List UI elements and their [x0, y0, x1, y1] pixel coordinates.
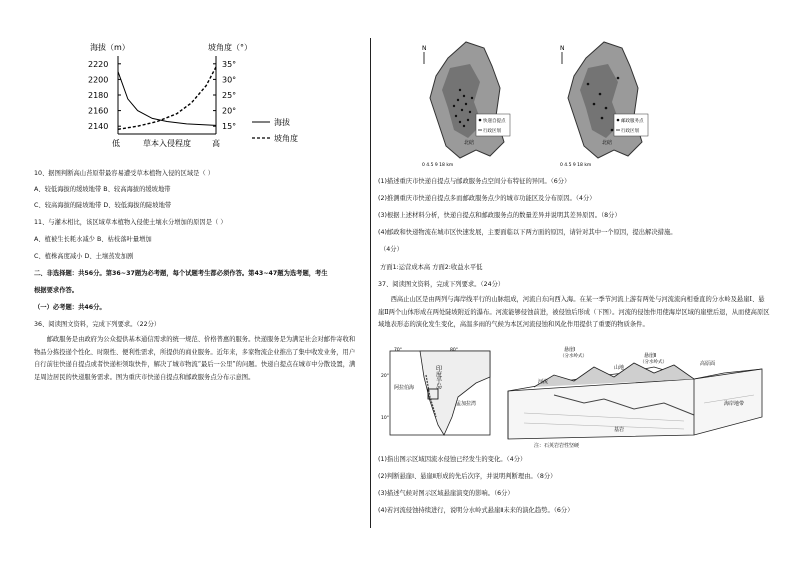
map-express-points — [420, 38, 512, 168]
q10-options-ab: A、较低海拔的缓坡地带 B、较高海拔的缓坡地带 — [34, 186, 171, 193]
y-right-tick-label: 30° — [222, 75, 237, 85]
y-left-tick-label: 2140 — [88, 122, 109, 132]
river-label: 河流 — [538, 379, 549, 385]
map1-legend-districts: 行政区划 — [483, 129, 501, 134]
q36-4-score: （4分） — [380, 246, 403, 253]
y-right-tick-label: 25° — [222, 91, 237, 100]
q37-stem: 37、阅读图文资料，完成下列要求。（24分） — [378, 281, 505, 288]
y-right-tick-label: 20° — [222, 106, 237, 116]
q36-1: (1)描述重庆市快递自提点与邮政服务点空间分布特征的异同。（6分） — [378, 178, 571, 185]
cliff1-label: 悬崖Ⅰ — [564, 347, 576, 353]
north-arrow-icon: N — [422, 45, 427, 52]
arabian-sea-label: 阿拉伯海 — [394, 385, 415, 391]
lat-label: 20° — [381, 374, 389, 379]
y-left-tick-label: 2200 — [88, 75, 109, 85]
block-diagram — [494, 343, 766, 453]
required-heading: （一）必考题：共46分。 — [34, 304, 106, 311]
y-right-tick-label: 15° — [222, 122, 237, 132]
q37-4: (4)若河流侵蚀持续进行，说明分水岭式悬崖Ⅱ未来的演化趋势。（6分） — [378, 507, 574, 514]
q11-options-cd: C、植株高度减小 D、土壤蒸发加剧 — [34, 253, 134, 260]
q37-3: (3)描述气候对图示区域悬崖演变的影响。（6分） — [378, 490, 514, 497]
x-axis-title: 草本入侵程度 — [143, 139, 191, 148]
q37-material: 西高止山区是由两列与海岸线平行的山脉组成，河流自东向西入海。在某一季节河流上游有两处与河流流向相垂直的分水岭及悬崖Ⅰ、悬崖Ⅱ两个山体形成在两处陡坡附近的瀑布。河流能够侵蚀前进，被侵蚀后形成（下图）。河流的侵蚀作用使海岸区域的崖壁后退，从而使高原区域地表形态的演化发生变化，高温多雨的气候为本区河流侵蚀和风化作用提供了重要的物质条件。 — [378, 296, 770, 328]
q36-4-aspects: 方面1:运营成本高 方面2:收益水平低 — [380, 264, 483, 271]
q36-stem: 36、阅读图文资料，完成下列要求。（22分） — [34, 321, 161, 328]
series-line-slope — [118, 67, 216, 129]
mountain-label: 山地 — [614, 365, 625, 371]
y-right-tick-label: 35° — [222, 59, 237, 69]
q10-options-cd: C、较高海拔的陡坡地带 D、较低海拔的陡坡地带 — [34, 202, 172, 209]
bengal-bay-label: 孟加拉湾 — [456, 401, 477, 407]
map2-legend-points: 邮政服务点 — [621, 119, 644, 124]
legend-label-slope: 坡角度 — [274, 134, 298, 143]
y-left-title: 海拔（m） — [90, 43, 130, 52]
legend-label-altitude: 海拔 — [274, 118, 290, 127]
map-india-peninsula — [380, 347, 492, 439]
lon-label: 70° — [394, 348, 402, 353]
q37-1: (1)指出图示区域因流水侵蚀已经发生的变化。（4分） — [378, 456, 527, 463]
section-heading: 二、非选择题：共56分。第36~37题为必考题，每个试题考生都必须作答。第43~47题为选考题，考生 — [34, 270, 328, 277]
y-right-title: 坡角度（°） — [208, 43, 252, 52]
cliff2-label: 悬崖Ⅱ — [644, 353, 657, 359]
map1-place-label: 北碚 — [464, 140, 475, 146]
q11-options-ab: A、植被生长耗水减少 B、枯枝落叶量增加 — [34, 236, 152, 243]
north-arrow-icon: N — [560, 45, 565, 52]
q37-2: (2)判断悬崖Ⅰ、悬崖Ⅱ形成的先后次序，并说明判断理由。（8分） — [378, 473, 557, 480]
q36-4: (4)邮政和快递物流在城市区快速发展，主要面临以下两方面的原因，请针对其中一个原因，提出解决措施。 — [378, 229, 677, 236]
chart-svg — [82, 36, 322, 160]
map1-scale: 0 4.5 9 18 km — [422, 163, 454, 168]
coast-label: 海岸地带 — [724, 401, 745, 407]
q36-material: 邮政服务是由政府为公众提供基本通信需求的统一规范、价格普惠的服务。快递服务是为满足社会对邮件寄收和物品分拣投递个性化、时限性、便利性需求，所提供的商业服务。近年来，多家物流企业推出了集中收发业务，用户自行前往快递自提点或者快递柜领取快件，解决了城市物流“最后一公里”的问题。快递自提点在城市中分散设置，满足周边居民的快递服务需求。图为重庆市快递自提点和邮政服务点分布示意图。 — [34, 336, 356, 381]
y-left-tick-label: 2220 — [88, 59, 109, 69]
divide1-label: （分水岭式） — [560, 354, 587, 359]
section-heading-cont: 根据要求作答。 — [34, 287, 79, 294]
map2-legend-districts: 行政区划 — [621, 129, 639, 134]
bedrock-label: 基岩 — [614, 427, 625, 433]
plateau-label: 高原面 — [700, 361, 716, 367]
line-chart — [82, 36, 322, 160]
lat-label: 10° — [381, 416, 389, 421]
q11-stem: 11、与灌木相比，该区域草本植物入侵使土壤水分增加的原因是（ ） — [34, 219, 227, 226]
x-high-label: 高 — [212, 139, 220, 148]
map-postal-points — [558, 38, 650, 168]
y-left-tick-label: 2160 — [88, 106, 109, 116]
peninsula-label: 印度半岛 — [434, 365, 442, 389]
y-left-tick-label: 2180 — [88, 91, 109, 100]
diagram-note: 注：石英岩岩性坚硬 — [534, 443, 580, 449]
q10-stem: 10、据图判断高山苔原带最容易遭受草本植物入侵的区域是（ ） — [34, 170, 215, 177]
divide2-label: （分水岭式） — [640, 360, 667, 365]
column-divider — [370, 38, 371, 528]
lon-label: 80° — [450, 348, 458, 353]
map1-legend-points: 快递自提点 — [483, 119, 506, 124]
map2-place-label: 北碚 — [602, 140, 613, 146]
q36-2: (2)推测重庆市快递自提点多而邮政服务点少的城市功能区及分布原因。（4分） — [378, 195, 596, 202]
map2-scale: 0 4.5 9 18 km — [560, 163, 592, 168]
x-low-label: 低 — [112, 139, 120, 148]
q36-3: (3)根据上述材料分析，快递自提点和邮政服务点的数量差异并说明其差异原因。（8分） — [378, 212, 621, 219]
